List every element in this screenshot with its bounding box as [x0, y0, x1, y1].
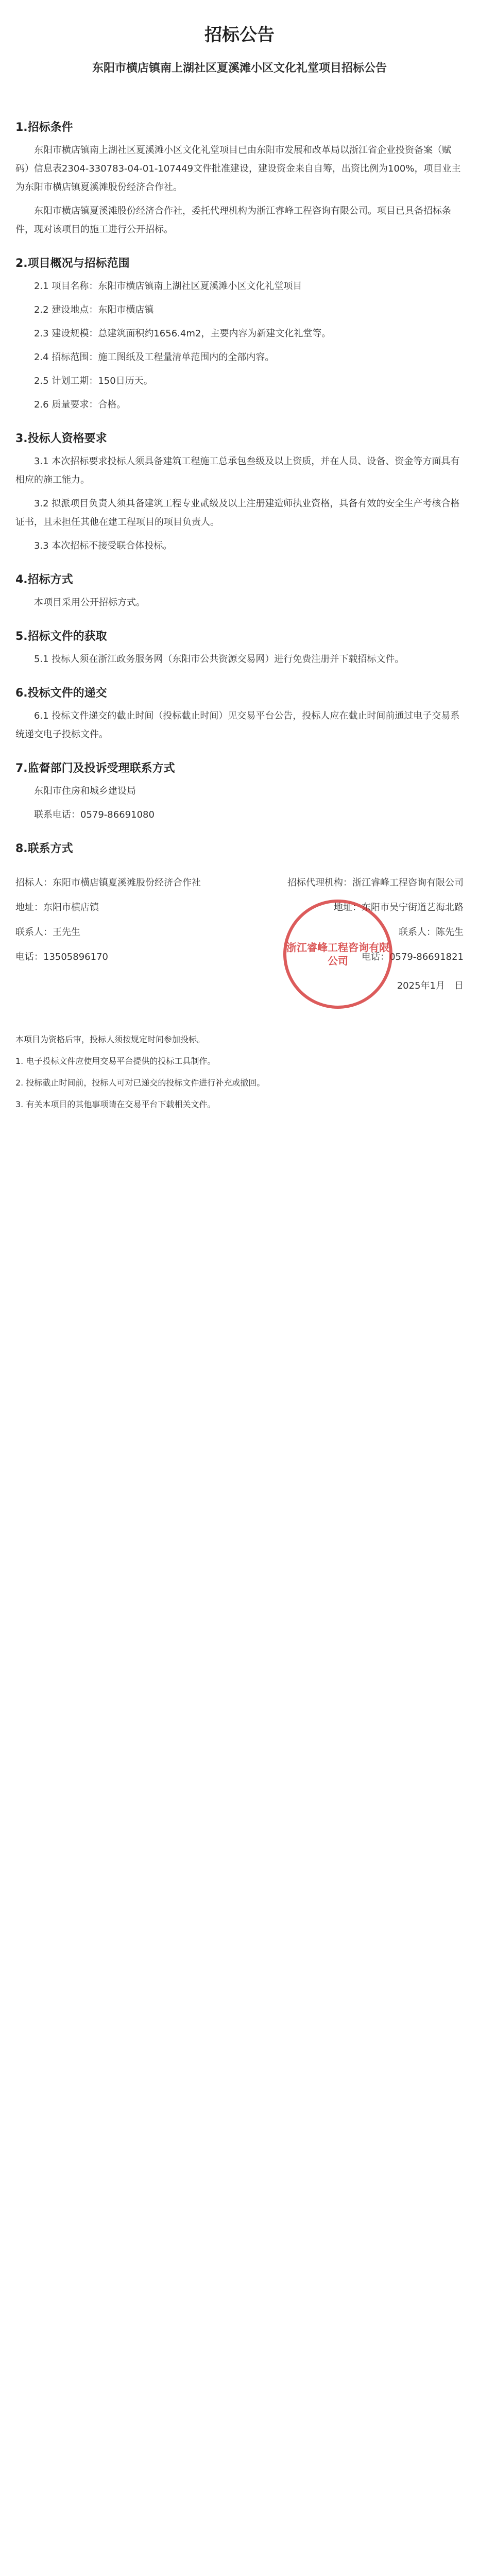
paragraph: 3.3 本次招标不接受联合体投标。 — [34, 540, 173, 551]
section-heading: 1.招标条件 — [15, 121, 73, 134]
section-heading: 8.联系方式 — [15, 842, 73, 855]
contact-left: 联系人：王先生 — [15, 927, 80, 938]
paragraph: 东阳市住房和城乡建设局 — [34, 786, 136, 796]
contact-left: 电话：13505896170 — [15, 952, 108, 962]
contact-right: 电话：0579-86691821 — [362, 952, 464, 962]
note: 3. 有关本项目的其他事项请在交易平台下载相关文件。 — [15, 1099, 216, 1109]
contact-left: 招标人：东阳市横店镇夏溪滩股份经济合作社 — [15, 877, 201, 888]
note: 2. 投标截止时间前，投标人可对已递交的投标文件进行补充或撤回。 — [15, 1078, 265, 1088]
section-heading: 5.招标文件的获取 — [15, 630, 107, 643]
paragraph: 2.3 建设规模：总建筑面积约1656.4m2，主要内容为新建文化礼堂等。 — [34, 328, 331, 339]
paragraph: 3.2 拟派项目负责人须具备建筑工程专业贰级及以上注册建造师执业资格，具备有效的安全生产考核合格证书，且未担任其他在建工程项目的项目负责人。 — [15, 498, 460, 528]
paragraph: 2.5 计划工期：150日历天。 — [34, 376, 153, 386]
document-date: 2025年1月 日 — [397, 980, 464, 991]
notes — [15, 1031, 464, 1113]
contact-block — [15, 874, 464, 967]
document-subtitle: 东阳市横店镇南上湖社区夏溪滩小区文化礼堂项目招标公告 — [92, 62, 387, 75]
section-heading: 4.招标方式 — [15, 573, 73, 586]
paragraph: 东阳市横店镇夏溪滩股份经济合作社，委托代理机构为浙江睿峰工程咨询有限公司。项目已具备招标条件，现对该项目的施工进行公开招标。 — [15, 206, 451, 235]
note: 本项目为资格后审，投标人须按规定时间参加投标。 — [15, 1035, 206, 1044]
page-title: 招标公告 — [204, 25, 275, 45]
seal-stamp: 浙江睿峰工程咨询有限公司 — [283, 900, 392, 1009]
document-body — [15, 103, 464, 1118]
section-heading: 7.监督部门及投诉受理联系方式 — [15, 762, 175, 775]
paragraph: 5.1 投标人须在浙江政务服务网（东阳市公共资源交易网）进行免费注册并下载招标文件。 — [34, 654, 404, 665]
section-heading: 3.投标人资格要求 — [15, 432, 107, 445]
paragraph: 2.2 建设地点：东阳市横店镇 — [34, 304, 154, 315]
paragraph: 东阳市横店镇南上湖社区夏溪滩小区文化礼堂项目已由东阳市发展和改革局以浙江省企业投资备案（赋码）信息表2304-330783-04-01-107449文件批准建设，建设资金来自自筹，出资比例为100%，项目业主为东阳市横店镇夏溪滩股份经济合作社。 — [15, 145, 461, 193]
contact-right: 招标代理机构：浙江睿峰工程咨询有限公司 — [287, 877, 464, 888]
paragraph: 6.1 投标文件递交的截止时间（投标截止时间）见交易平台公告，投标人应在截止时间前通过电子交易系统递交电子投标文件。 — [15, 710, 460, 740]
paragraph: 3.1 本次招标要求投标人须具备建筑工程施工总承包叁级及以上资质，并在人员、设备、资金等方面具有相应的施工能力。 — [15, 456, 460, 485]
section-heading: 2.项目概况与招标范围 — [15, 257, 130, 270]
paragraph: 2.4 招标范围：施工图纸及工程量清单范围内的全部内容。 — [34, 352, 275, 363]
paragraph: 2.6 质量要求：合格。 — [34, 399, 126, 410]
paragraph: 联系电话：0579-86691080 — [34, 809, 155, 820]
paragraph: 2.1 项目名称：东阳市横店镇南上湖社区夏溪滩小区文化礼堂项目 — [34, 281, 302, 292]
contact-right: 联系人：陈先生 — [399, 927, 464, 938]
paragraph: 本项目采用公开招标方式。 — [34, 597, 145, 608]
section-heading: 6.投标文件的递交 — [15, 687, 107, 700]
contact-left: 地址：东阳市横店镇 — [15, 902, 99, 913]
note: 1. 电子投标文件应使用交易平台提供的投标工具制作。 — [15, 1056, 216, 1066]
contact-right: 地址：东阳市吴宁街道艺海北路 — [334, 902, 464, 913]
